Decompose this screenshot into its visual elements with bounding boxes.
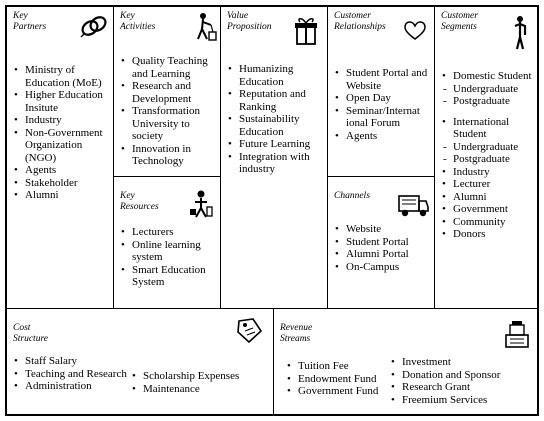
- list-item: • Stakeholder: [13, 177, 113, 190]
- list-item: • Industry: [13, 114, 113, 127]
- list-item: • Research Grant: [390, 381, 530, 394]
- key-activities-list: [120, 55, 220, 168]
- list-item: • Domestic Student: [441, 70, 538, 83]
- list-item: • Community: [441, 216, 538, 229]
- list-item: • International Student: [441, 116, 538, 141]
- revenue-streams-list-2: [390, 356, 530, 406]
- list-item: • Website: [334, 223, 434, 236]
- list-item: • Student Portal: [334, 236, 434, 249]
- list-item: - Postgraduate: [441, 95, 538, 108]
- list-item: • Agents: [334, 130, 434, 143]
- list-item: • Lecturers: [120, 226, 220, 239]
- key-partners-list: [13, 64, 113, 202]
- customer-segments-title: Customer Segments: [441, 11, 478, 32]
- list-item: • Innovation in Technology: [120, 143, 220, 168]
- customer-segments-block: [434, 6, 538, 309]
- list-item: • Donors: [441, 228, 538, 241]
- list-item: • Alumni: [13, 189, 113, 202]
- list-item: • Student Portal and Website: [334, 67, 434, 92]
- list-item: • Maintenance: [131, 383, 273, 396]
- person-standing-icon: [511, 15, 529, 51]
- value-proposition-list: [227, 63, 327, 176]
- list-item: • Industry: [441, 166, 538, 179]
- list-item: • Scholarship Expenses: [131, 370, 273, 383]
- list-item: • Future Learning: [227, 138, 327, 151]
- revenue-streams-list-1: [286, 360, 396, 398]
- worker-icon: [188, 189, 214, 219]
- channels-list: [334, 223, 434, 273]
- list-item: • Sustainability Education: [227, 113, 327, 138]
- list-item: • On-Campus: [334, 261, 434, 274]
- list-item: • Non-Government Organization (NGO): [13, 127, 113, 165]
- business-model-canvas: [5, 5, 539, 416]
- list-item: • Online learning system: [120, 239, 220, 264]
- list-item: • Donation and Sponsor: [390, 369, 530, 382]
- key-activities-block: [113, 6, 221, 177]
- list-item: • Humanizing Education: [227, 63, 327, 88]
- list-item: • Tuition Fee: [286, 360, 396, 373]
- list-item: • Freemium Services: [390, 394, 530, 407]
- key-partners-block: [6, 6, 114, 309]
- list-item: • Endowment Fund: [286, 373, 396, 386]
- key-activities-title: Key Activities: [120, 11, 156, 32]
- list-item: - Postgraduate: [441, 153, 538, 166]
- list-item: • Integration with industry: [227, 151, 327, 176]
- list-item: • Ministry of Education (MoE): [13, 64, 113, 89]
- channels-block: [327, 176, 435, 309]
- cost-structure-list-1: [13, 355, 143, 393]
- channels-title: Channels: [334, 191, 370, 201]
- list-item: • Staff Salary: [13, 355, 143, 368]
- customer-relationships-block: [327, 6, 435, 177]
- list-item: - Undergraduate: [441, 141, 538, 154]
- cash-register-icon: [502, 319, 532, 351]
- list-item: • Lecturer: [441, 178, 538, 191]
- list-item: • Reputation and Ranking: [227, 88, 327, 113]
- list-item: • Transformation University to society: [120, 105, 220, 143]
- key-resources-list: [120, 226, 220, 289]
- list-item: • Alumni Portal: [334, 248, 434, 261]
- price-tag-icon: [235, 315, 265, 345]
- value-proposition-title: Value Proposition: [227, 11, 272, 32]
- key-partners-title: Key Partners: [13, 11, 47, 32]
- list-item: - Undergraduate: [441, 83, 538, 96]
- revenue-streams-title: Revenue Streams: [280, 323, 313, 344]
- heart-icon: [404, 21, 426, 41]
- customer-segments-list: [441, 70, 538, 241]
- key-resources-block: [113, 176, 221, 309]
- customer-relationships-list: [334, 67, 434, 142]
- list-item: • Teaching and Research: [13, 368, 143, 381]
- revenue-streams-block: [273, 308, 538, 415]
- list-item: • Quality Teaching and Learning: [120, 55, 220, 80]
- list-item: • Government: [441, 203, 538, 216]
- cost-structure-title: Cost Structure: [13, 323, 49, 344]
- list-item: • Open Day: [334, 92, 434, 105]
- person-working-icon: [194, 12, 218, 42]
- value-proposition-block: [220, 6, 328, 309]
- list-item: • Agents: [13, 164, 113, 177]
- customer-relationships-title: Customer Relationships: [334, 11, 386, 32]
- list-item: • Higher Education Insitute: [13, 89, 113, 114]
- list-item: • Administration: [13, 380, 143, 393]
- gift-icon: [291, 15, 321, 47]
- delivery-truck-icon: [396, 191, 430, 221]
- list-item: • Research and Development: [120, 80, 220, 105]
- key-resources-title: Key Resources: [120, 191, 159, 212]
- list-item: • Smart Education System: [120, 264, 220, 289]
- list-item: • Investment: [390, 356, 530, 369]
- chain-link-icon: [79, 13, 109, 39]
- cost-structure-block: [6, 308, 274, 415]
- list-item: • Seminar/Internat ional Forum: [334, 105, 434, 130]
- cost-structure-list-2: [131, 370, 273, 395]
- list-item: • Alumni: [441, 191, 538, 204]
- list-item: • Government Fund: [286, 385, 396, 398]
